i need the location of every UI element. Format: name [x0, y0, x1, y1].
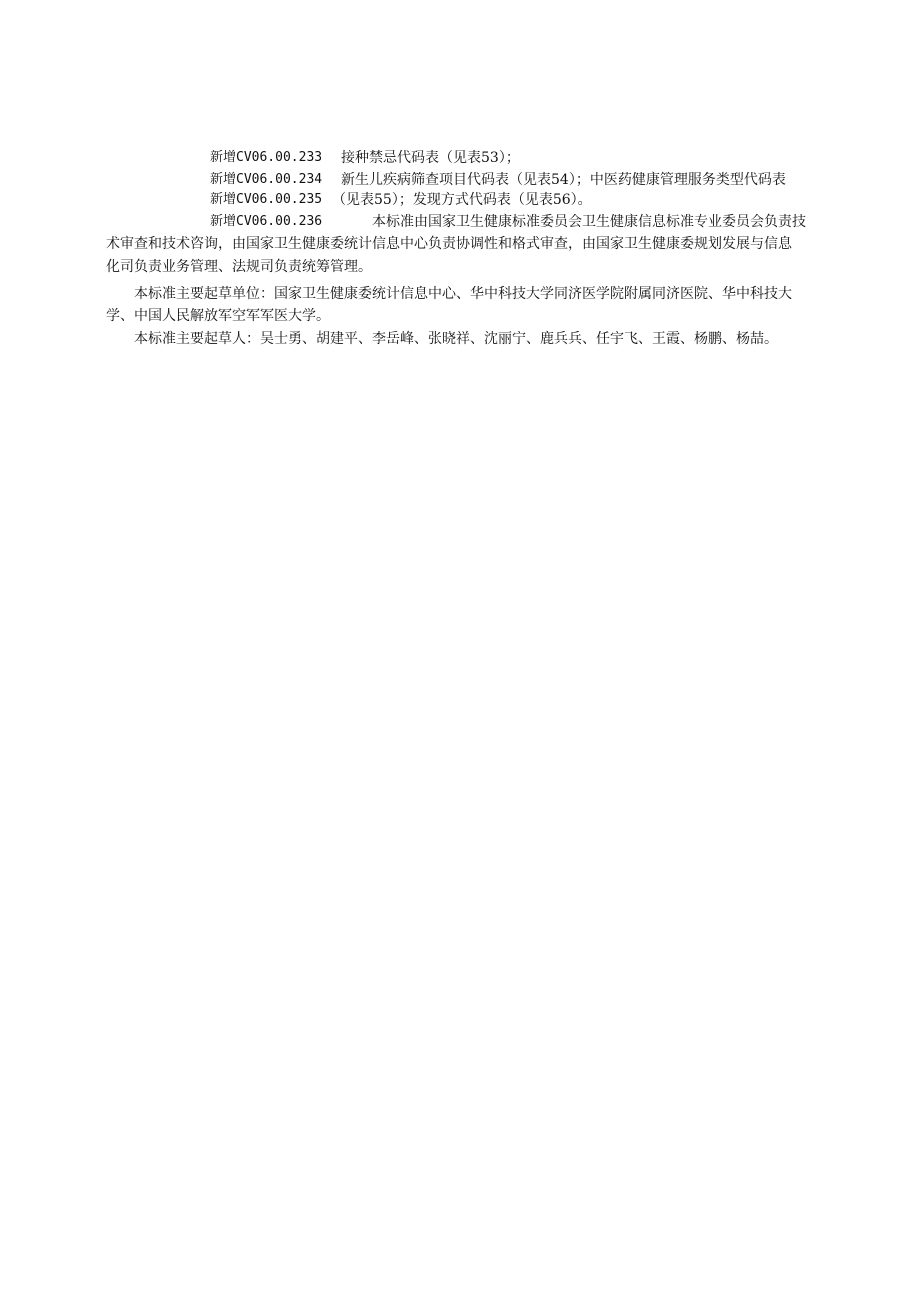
addition-text: 新生儿疾病筛查项目代码表（见表54）；中医药健康管理服务类型代码表: [341, 172, 786, 188]
addition-text: 接种禁忌代码表（见表53）；: [341, 150, 520, 166]
addition-code: 新增CV06.00.233: [210, 150, 323, 165]
addition-code: 新增CV06.00.235: [210, 192, 323, 207]
drafting-units-line: 本标准主要起草单位：国家卫生健康委统计信息中心、华中科技大学同济医学院附属同济医院、华中科技大: [134, 286, 792, 302]
drafters-line: 本标准主要起草人：吴士勇、胡建平、李岳峰、张晓祥、沈丽宁、鹿兵兵、任宇飞、王霞、杨鹏、杨喆。: [134, 331, 778, 347]
review-paragraph-line: 术审查和技术咨询，由国家卫生健康委统计信息中心负责协调性和格式审查，由国家卫生健康委规划发展与信息: [106, 236, 792, 252]
review-paragraph-line: 化司负责业务管理、法规司负责统筹管理。: [106, 259, 372, 275]
addition-text: 本标准由国家卫生健康标准委员会卫生健康信息标准专业委员会负责技: [372, 214, 806, 230]
drafting-units-line: 学、中国人民解放军空军军医大学。: [106, 308, 330, 324]
addition-code: 新增CV06.00.234: [210, 172, 323, 187]
addition-code: 新增CV06.00.236: [210, 214, 323, 229]
addition-text: （见表55）；发现方式代码表（见表56）。: [332, 192, 592, 208]
